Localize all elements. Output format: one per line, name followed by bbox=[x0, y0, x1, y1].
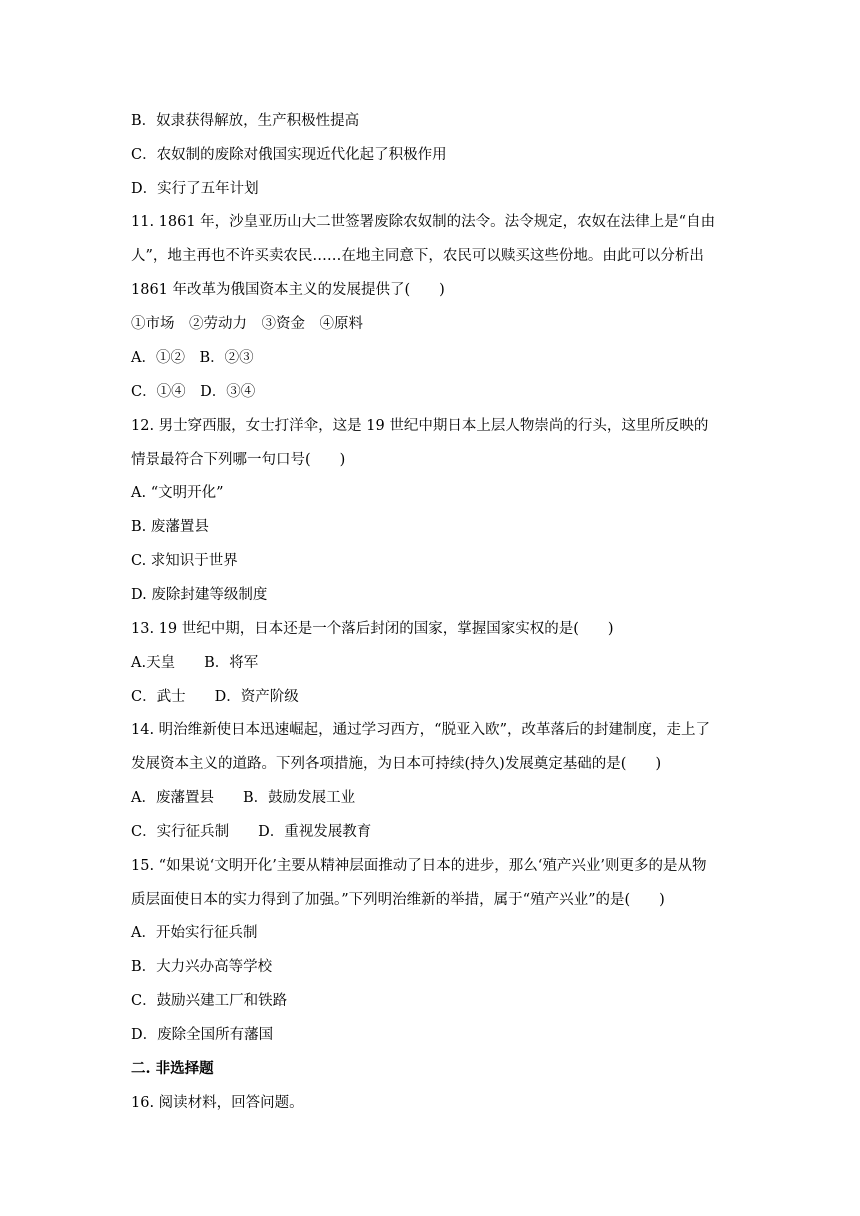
q11-stem-line-1: 11. 1861 年，沙皇亚历山大二世签署废除农奴制的法令。法令规定，农奴在法律上是“自由 bbox=[131, 214, 716, 230]
q11-stem-line-3: 1861 年改革为俄国资本主义的发展提供了( ) bbox=[131, 282, 445, 298]
q12-option-c: C. 求知识于世界 bbox=[131, 553, 238, 569]
q10-option-c: C．农奴制的废除对俄国实现近代化起了积极作用 bbox=[131, 147, 447, 163]
q15-option-c: C．鼓励兴建工厂和铁路 bbox=[131, 993, 288, 1009]
q15-stem-line-2: 质层面使日本的实力得到了加强。”下列明治维新的举措，属于“殖产兴业”的是( ) bbox=[131, 892, 665, 908]
q14-options-ab: A．废藩置县 B．鼓励发展工业 bbox=[131, 790, 356, 806]
q15-stem-line-1: 15. “如果说‘文明开化’主要从精神层面推动了日本的进步，那么‘殖产兴业’则更多的是从物 bbox=[131, 858, 707, 874]
q15-option-a: A．开始实行征兵制 bbox=[131, 925, 258, 941]
q12-option-a: A. “文明开化” bbox=[131, 485, 224, 501]
q12-stem-line-1: 12. 男士穿西服，女士打洋伞，这是 19 世纪中期日本上层人物崇尚的行头，这里所反映的 bbox=[131, 418, 709, 434]
q10-option-b: B．奴隶获得解放，生产积极性提高 bbox=[131, 113, 360, 129]
q13-stem: 13. 19 世纪中期，日本还是一个落后封闭的国家，掌握国家实权的是( ) bbox=[131, 621, 614, 637]
q13-options-cd: C．武士 D．资产阶级 bbox=[131, 689, 299, 705]
q14-stem-line-2: 发展资本主义的道路。下列各项措施，为日本可持续(持久)发展奠定基础的是( ) bbox=[131, 756, 662, 772]
q11-options-ab: A．①② B．②③ bbox=[131, 350, 254, 366]
q15-option-b: B．大力兴办高等学校 bbox=[131, 959, 273, 975]
q11-options-cd: C．①④ D．③④ bbox=[131, 384, 256, 400]
q12-stem-line-2: 情景最符合下列哪一句口号( ) bbox=[131, 452, 346, 468]
q12-option-d: D. 废除封建等级制度 bbox=[131, 587, 268, 603]
q14-stem-line-1: 14. 明治维新使日本迅速崛起，通过学习西方，“脱亚入欧”，改革落后的封建制度，走上了 bbox=[131, 722, 710, 738]
q16-stem: 16. 阅读材料，回答问题。 bbox=[131, 1095, 304, 1111]
q14-options-cd: C．实行征兵制 D．重视发展教育 bbox=[131, 824, 372, 840]
q15-option-d: D．废除全国所有藩国 bbox=[131, 1027, 274, 1043]
q11-items: ①市场 ②劳动力 ③资金 ④原料 bbox=[131, 316, 363, 332]
q11-stem-line-2: 人”，地主再也不许买卖农民……在地主同意下，农民可以赎买这些份地。由此可以分析出 bbox=[131, 248, 704, 264]
q10-option-d: D．实行了五年计划 bbox=[131, 181, 259, 197]
section-heading-non-choice: 二. 非选择题 bbox=[131, 1060, 214, 1077]
q12-option-b: B. 废藩置县 bbox=[131, 519, 209, 535]
q13-options-ab: A.天皇 B．将军 bbox=[131, 655, 259, 671]
